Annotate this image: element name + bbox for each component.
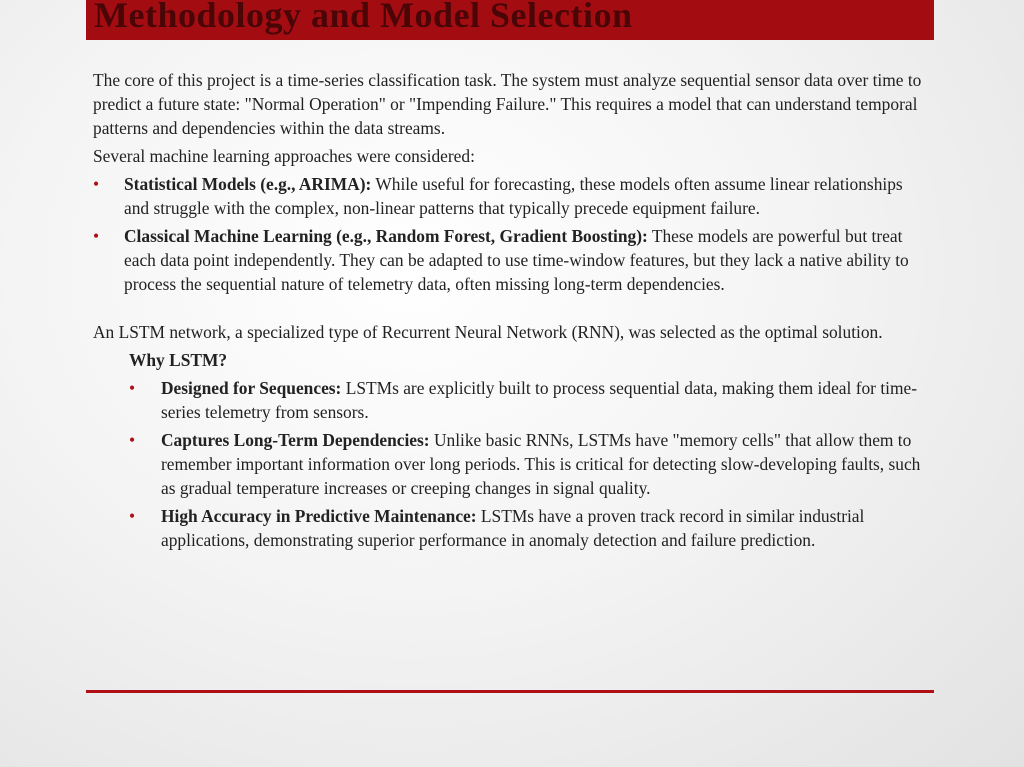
item-text: LSTMs are explicitly built to process sequential data, making them ideal for time-series telemetry from sensors. [161,378,918,422]
item-text: Unlike basic RNNs, LSTMs have "memory cells" that allow them to remember important information over long periods. This is critical for detecting slow-developing faults, such as gradual temperature increases or creeping changes in signal quality. [161,430,921,498]
bullet-icon: • [93,226,100,246]
item-heading: Captures Long-Term Dependencies: [161,430,430,450]
intro-paragraph: The core of this project is a time-series classification task. The system must analyze sequential sensor data over time to predict a future state: "Normal Operation" or "Impending Failure." This requires a model that can understand temporal patterns and dependencies within the data streams. [93,70,922,138]
list-item [93,224,923,296]
item-text: These models are powerful but treat each data point independently. They can be adapted to use time-window features, but they lack a native ability to process the sequential nature of telemetry data, often missing long-term dependencies. [124,226,909,294]
bullet-icon: • [129,506,136,526]
selection-paragraph: An LSTM network, a specialized type of Recurrent Neural Network (RNN), was selected as the optimal solution. [93,322,883,342]
bullet-icon: • [129,378,136,398]
item-heading: Classical Machine Learning (e.g., Random Forest, Gradient Boosting): [124,226,648,246]
spacer [93,300,923,320]
item-text: LSTMs have a proven track record in similar industrial applications, demonstrating superior performance in anomaly detection and failure prediction. [161,506,865,550]
bullet-icon: • [129,430,136,450]
reasons-list [93,376,923,552]
approaches-lead: Several machine learning approaches were considered: [93,146,475,166]
item-text: While useful for forecasting, these models often assume linear relationships and struggle with the complex, non-linear patterns that typically precede equipment failure. [124,174,903,218]
item-heading: High Accuracy in Predictive Maintenance: [161,506,477,526]
slide-title: Methodology and Model Selection [94,0,633,35]
slide-body [93,68,923,556]
list-item [129,428,923,500]
list-item [129,376,923,424]
bullet-icon: • [93,174,100,194]
why-heading: Why LSTM? [129,350,228,370]
item-heading: Statistical Models (e.g., ARIMA): [124,174,372,194]
approaches-list [93,172,923,296]
title-bar [86,0,934,40]
list-item [93,172,923,220]
list-item [129,504,923,552]
item-heading: Designed for Sequences: [161,378,342,398]
bottom-divider [86,690,934,693]
